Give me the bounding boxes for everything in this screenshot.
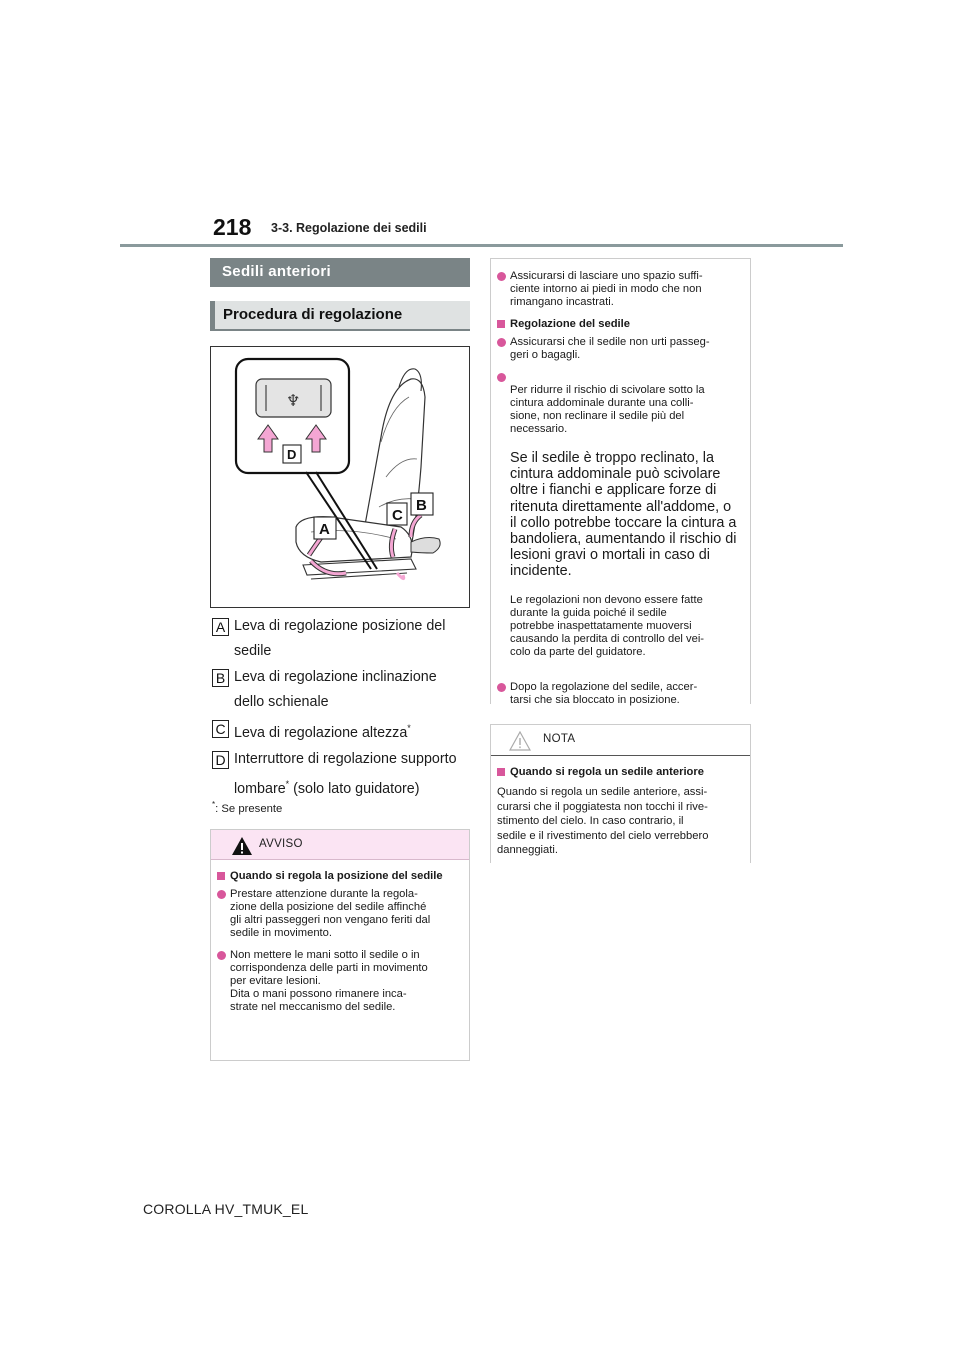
warning-bullet: Assicurarsi che il sedile non urti passeg- geri o bagagli. (497, 336, 744, 362)
note-topic: Quando si regola un sedile anteriore (497, 766, 744, 779)
warning-topic: Quando si regola la posizione del sedile (217, 870, 463, 883)
seat-symbol-icon: ♆ (286, 391, 301, 410)
callout-d-label: D (287, 447, 297, 462)
warning-bullet: Non mettere le mani sotto il sedile o in corrispondenza delle parti in movimento per evitare lesioni. Dita o mani possono rimanere inca- strate nel meccanismo del sedile. (217, 949, 463, 1014)
warning-bullet: Assicurarsi di lasciare uno spazio suffi- ciente intorno ai piedi in modo che non rimangano incastrati. (497, 270, 744, 309)
warning-heading: AVVISO (259, 838, 303, 850)
section-title: Sedili anteriori (210, 258, 470, 287)
header-rule (120, 244, 843, 247)
legend-item-a (212, 614, 470, 664)
subsection-title: Procedura di regolazione (210, 301, 470, 331)
footnote (212, 800, 282, 815)
bullet-text: Le regolazioni non devono essere fatte durante la guida poiché il sedile potrebbe inaspettatamente muoversi causando la perdita di controllo del vei- colo da parte del guidatore. (510, 593, 705, 658)
asterisk: * (285, 778, 290, 789)
legend-letter: B (212, 669, 229, 687)
chapter-title: 3-3. Regolazione dei sedili (271, 221, 427, 235)
warning-box (210, 829, 470, 1061)
legend-text: Interruttore di regolazione supporto lombare (234, 750, 457, 797)
warning-triangle-icon (231, 836, 253, 856)
footer-model-code: COROLLA HV_TMUK_EL (143, 1201, 309, 1217)
warning-header (211, 830, 469, 860)
note-text: Quando si regola un sedile anteriore, assi- curarsi che il poggiatesta non tocchi il rive- stimento del cielo. In caso contrario, il sedile e il rivestimento del cielo verrebbero danneggiati. (497, 786, 709, 856)
note-body (491, 756, 750, 864)
callout-a-label: A (319, 521, 330, 538)
figure-legend (212, 614, 470, 803)
warning-bullet: Dopo la regolazione del sedile, accer- tarsi che sia bloccato in posizione. (497, 681, 744, 707)
legend-text: Leva di regolazione posizione del sedile (234, 618, 446, 659)
legend-text: Leva di regolazione inclinazione dello schienale (234, 669, 437, 710)
page-number: 218 (213, 214, 252, 240)
legend-letter: C (212, 720, 229, 738)
legend-text: Leva di regolazione altezza (234, 724, 408, 741)
callout-b-label: B (416, 497, 427, 514)
bullet-text: Per ridurre il rischio di scivolare sotto la cintura addominale durante una colli- sione, non reclinare il sedile più del necessario. (510, 384, 705, 435)
legend-item-c (212, 716, 470, 746)
seat-illustration (210, 346, 470, 608)
callout-c-label: C (392, 507, 403, 524)
warning-body (211, 860, 469, 1020)
legend-item-d (212, 747, 470, 802)
bullet-emphasis-text: Se il sedile è troppo reclinato, la cintura addominale può scivolare oltre i fianchi e applicare forze di ritenuta direttamente all'addome, o il collo potrebbe toccare la cintura a bandoliera, aumentando il rischio di lesioni gravi o mortali in caso di incidente. (510, 450, 737, 580)
warning-bullet (497, 371, 744, 672)
warning-box-continued (490, 258, 751, 704)
warning-continued-body (491, 259, 750, 713)
recline-lever (411, 538, 440, 553)
asterisk: * (407, 723, 411, 733)
note-box (490, 724, 751, 863)
warning-topic: Regolazione del sedile (497, 318, 744, 331)
footnote-text: : Se presente (215, 802, 283, 815)
note-header (491, 725, 750, 756)
legend-letter: A (212, 618, 229, 636)
note-heading: NOTA (543, 733, 576, 745)
legend-letter: D (212, 751, 229, 769)
seat-drawing (211, 347, 469, 607)
legend-text: (solo lato guidatore) (289, 780, 420, 797)
caution-triangle-icon (509, 731, 531, 751)
footnote-mark: * (212, 800, 216, 809)
warning-bullet: Prestare attenzione durante la regola- zione della posizione del sedile affinché gli altri passeggeri non vengano feriti dal sedile in movimento. (217, 888, 463, 940)
legend-item-b (212, 665, 470, 715)
